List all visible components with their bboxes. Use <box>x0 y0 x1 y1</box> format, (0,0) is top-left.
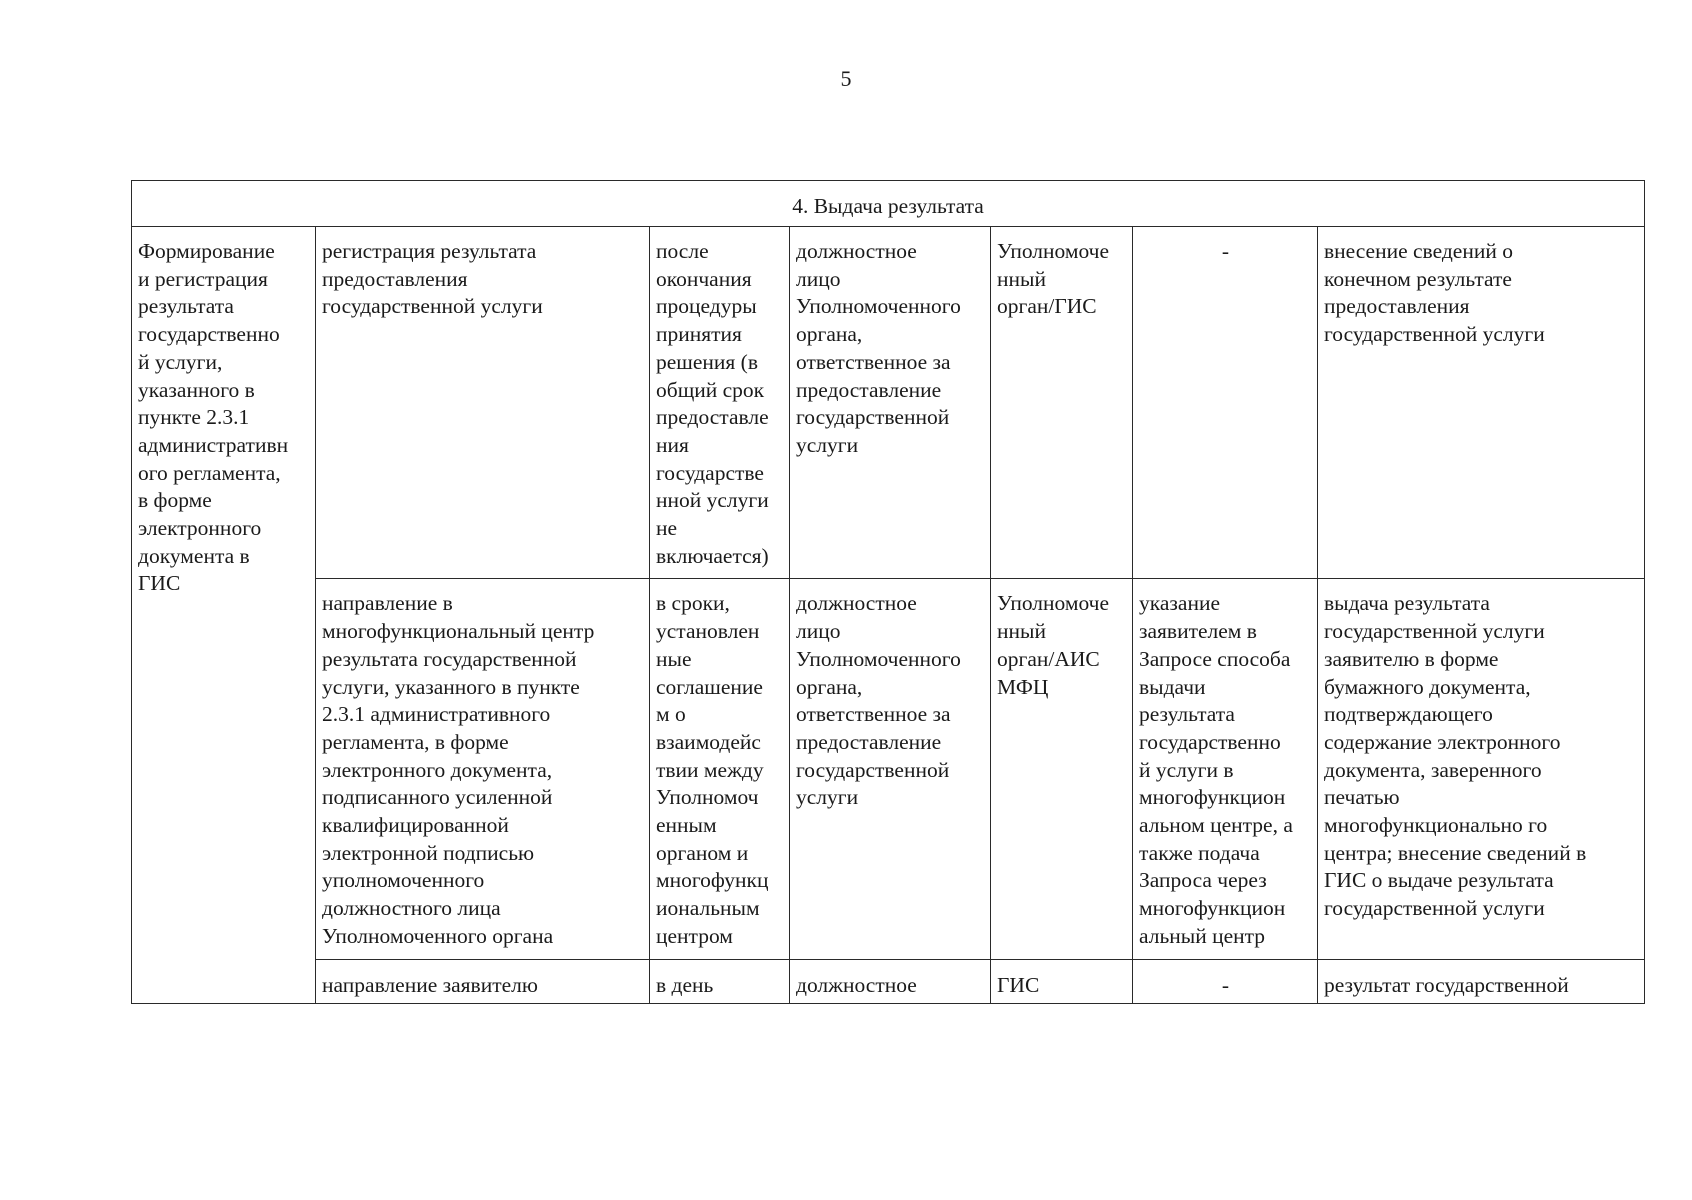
cell-text-line: регламента, в форме <box>322 729 509 754</box>
official-cell <box>790 227 991 579</box>
cell-text-line: енным <box>656 813 717 838</box>
cell-text-line: государственной услуги <box>322 294 543 319</box>
page-number: 5 <box>840 66 852 91</box>
cell-text-line: пункте 2.3.1 <box>138 405 250 430</box>
result-cell <box>1318 579 1645 959</box>
cell-text-line: указанного в <box>138 377 255 402</box>
cell-text-line: окончания <box>656 266 752 291</box>
cell-text-line: ГИС о выдаче результата <box>1324 868 1554 893</box>
cell-text-line: конечном результате <box>1324 266 1512 291</box>
cell-text-line: не <box>656 516 678 541</box>
cell-text-line: после <box>656 239 709 263</box>
cell-text-line: результата государственной <box>322 646 577 671</box>
cell-text-line: взаимодейс <box>656 729 761 754</box>
table-row <box>132 579 1645 959</box>
cell-text-line: государстве <box>656 460 764 485</box>
cell-text-line: подтверждающего <box>1324 702 1493 727</box>
cell-text-line: государственной <box>796 405 950 430</box>
procedure-cell <box>316 579 650 959</box>
cell-text-line: Уполномоченного <box>796 294 961 319</box>
cell-text-line: предоставление <box>796 729 942 754</box>
section-header-row <box>132 181 1645 227</box>
cell-text-line: установлен <box>656 619 760 644</box>
table-row <box>132 959 1645 1004</box>
cell-text-line: многофункцион <box>1139 785 1286 810</box>
cell-text-line: ные <box>656 646 692 671</box>
cell-text-line: подписанного усиленной <box>322 785 553 810</box>
cell-text-line: административн <box>138 432 289 457</box>
cell-text-line: альный центр <box>1139 923 1266 948</box>
result-cell <box>1318 227 1645 579</box>
cell-text-line: центром <box>656 923 733 948</box>
cell-text-line: Уполномоче <box>997 239 1110 263</box>
cell-text-line: в форме <box>138 488 212 513</box>
cell-text-line: Уполномоченного <box>796 646 961 671</box>
section-title: 4. Выдача результата <box>132 181 1645 227</box>
cell-text-line: Уполномоченного органа <box>322 923 554 948</box>
cell-text-line: иональным <box>656 896 760 921</box>
system-cell <box>991 959 1133 1004</box>
cell-text-line: внесение сведений о <box>1324 239 1513 263</box>
cell-text-line: МФЦ <box>997 674 1049 699</box>
cell-text-line: электронного <box>138 516 262 541</box>
cell-text-line: бумажного документа, <box>1324 674 1531 699</box>
cell-text-line: печатью <box>1324 785 1400 810</box>
cell-text-line: и регистрация <box>138 266 268 291</box>
cell-text-line: государственной услуги <box>1324 896 1545 921</box>
system-cell <box>991 579 1133 959</box>
cell-text-line: решения (в <box>656 349 758 374</box>
cell-text-line: органом и <box>656 840 749 865</box>
criteria-cell <box>1133 227 1318 579</box>
cell-text-line: м о <box>656 702 686 727</box>
cell-text-line: многофункцион <box>1139 896 1286 921</box>
cell-text-line: услуги, указанного в пункте <box>322 674 580 699</box>
cell-text-line: принятия <box>656 322 742 347</box>
result-cell <box>1318 959 1645 1004</box>
cell-text-line: лицо <box>796 266 841 291</box>
cell-text-line: ответственное за <box>796 702 951 727</box>
cell-text-line: государственно <box>138 322 280 347</box>
cell-text-line: выдачи <box>1139 674 1206 699</box>
cell-text-line: орган/АИС <box>997 646 1100 671</box>
cell-text-line: Формирование <box>138 239 275 263</box>
cell-text-line: соглашение <box>656 674 763 699</box>
cell-text-line: уполномоченного <box>322 868 485 893</box>
cell-text-line: Запросе способа <box>1139 646 1291 671</box>
procedure-cell <box>316 227 650 579</box>
cell-text-line: документа в <box>138 543 250 568</box>
cell-text-line: предоставления <box>1324 294 1470 319</box>
cell-text-line: многофункционально го <box>1324 813 1548 838</box>
cell-text-line: в сроки, <box>656 591 730 616</box>
cell-text-line: заявителю в форме <box>1324 646 1499 671</box>
cell-text-line: органа, <box>796 322 863 347</box>
cell-text-line: Уполномоче <box>997 591 1110 616</box>
cell-text-line: предоставление <box>796 377 942 402</box>
cell-text-line: ответственное за <box>796 349 951 374</box>
cell-text-line: Уполномоч <box>656 785 759 810</box>
term-cell <box>650 579 790 959</box>
cell-text-line: лицо <box>796 619 841 644</box>
cell-text-line: государственной <box>796 757 950 782</box>
cell-text-line: общий срок <box>656 377 765 402</box>
cell-text-line: нной услуги <box>656 488 769 513</box>
official-cell <box>790 959 991 1004</box>
official-cell <box>790 579 991 959</box>
cell-text-line: электронного документа, <box>322 757 553 782</box>
cell-text-line: должностное <box>796 972 917 997</box>
cell-text-line: электронной подписью <box>322 840 535 865</box>
cell-text-line: предоставле <box>656 405 769 430</box>
cell-text-line: - <box>1221 239 1230 263</box>
criteria-cell <box>1133 959 1318 1004</box>
cell-text-line: предоставления <box>322 266 468 291</box>
cell-text-line: ГИС <box>138 571 181 596</box>
cell-text-line: должностное <box>796 591 917 616</box>
term-cell <box>650 959 790 1004</box>
cell-text-line: многофункц <box>656 868 769 893</box>
regulation-table <box>131 180 1645 1004</box>
cell-text-line: должностного лица <box>322 896 501 921</box>
cell-text-line: орган/ГИС <box>997 294 1097 319</box>
cell-text-line: альном центре, а <box>1139 813 1293 838</box>
cell-text-line: результата <box>138 294 234 319</box>
cell-text-line: в день <box>656 972 714 997</box>
cell-text-line: должностное <box>796 239 917 263</box>
cell-text-line: направление в <box>322 591 453 616</box>
cell-text-line: государственно <box>1139 729 1281 754</box>
system-cell <box>991 227 1133 579</box>
cell-text-line: процедуры <box>656 294 757 319</box>
cell-text-line: Запроса через <box>1139 868 1267 893</box>
cell-text-line: нный <box>997 266 1046 291</box>
cell-text-line: услуги <box>796 785 859 810</box>
criteria-cell <box>1133 579 1318 959</box>
cell-text-line: нный <box>997 619 1046 644</box>
cell-text-line: ния <box>656 432 689 457</box>
table-row <box>132 227 1645 579</box>
cell-text-line: заявителем в <box>1139 619 1257 644</box>
procedure-cell <box>316 959 650 1004</box>
cell-text-line: квалифицированной <box>322 813 509 838</box>
term-cell <box>650 227 790 579</box>
cell-text-line: государственной услуги <box>1324 322 1545 347</box>
cell-text-line: й услуги, <box>138 349 223 374</box>
cell-text-line: твии между <box>656 757 764 782</box>
cell-text-line: результата <box>1139 702 1235 727</box>
cell-text-line: органа, <box>796 674 863 699</box>
cell-text-line: 2.3.1 административного <box>322 702 551 727</box>
cell-text-line: выдача результата <box>1324 591 1490 616</box>
cell-text-line: результат государственной <box>1324 972 1569 997</box>
cell-text-line: ого регламента, <box>138 460 281 485</box>
cell-text-line: включается) <box>656 543 769 568</box>
cell-text-line: й услуги в <box>1139 757 1234 782</box>
cell-text-line: государственной услуги <box>1324 619 1545 644</box>
cell-text-line: регистрация результата <box>322 239 537 263</box>
cell-text-line: также подача <box>1139 840 1260 865</box>
cell-text-line: указание <box>1139 591 1221 616</box>
cell-text-line: документа, заверенного <box>1324 757 1542 782</box>
cell-text-line: содержание электронного <box>1324 729 1561 754</box>
cell-text-line: ГИС <box>997 972 1040 997</box>
cell-text-line: - <box>1221 972 1230 997</box>
cell-text-line: услуги <box>796 432 859 457</box>
cell-text-line: центра; внесение сведений в <box>1324 840 1587 865</box>
action-cell <box>132 227 316 1004</box>
cell-text-line: направление заявителю <box>322 972 538 997</box>
cell-text-line: многофункциональный центр <box>322 619 595 644</box>
